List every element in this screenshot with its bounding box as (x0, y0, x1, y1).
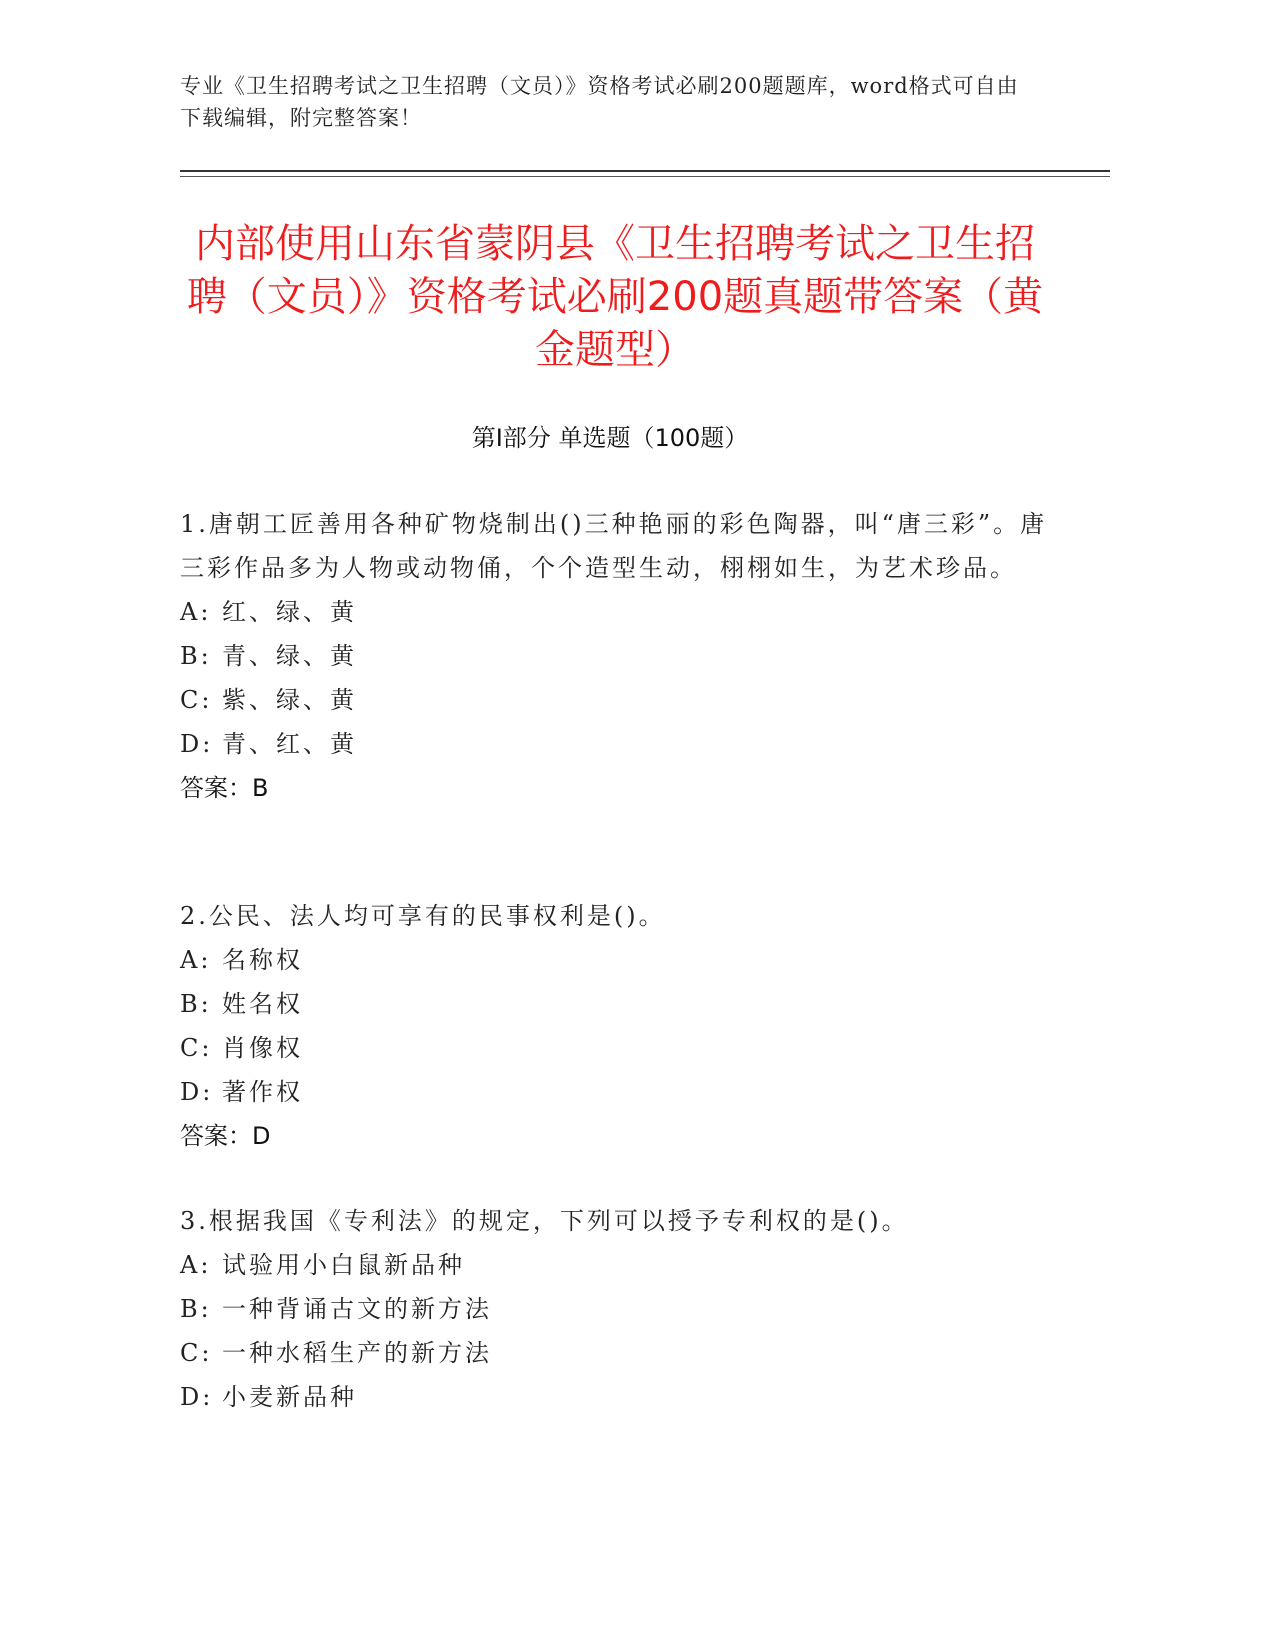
option-letter: D: (180, 730, 214, 758)
document-title: 内部使用山东省蒙阴县《卫生招聘考试之卫生招聘（文员）》资格考试必刷200题真题带答案（黄金题型） (186, 221, 1044, 373)
option-text: 一种背诵古文的新方法 (222, 1295, 492, 1323)
option-a (180, 590, 1060, 634)
option-b (180, 982, 1060, 1026)
option-text: 紫、绿、黄 (222, 686, 357, 714)
option-letter: A: (180, 598, 212, 626)
section-heading: 第Ⅰ部分 单选题（100题） (471, 424, 749, 452)
option-text: 著作权 (222, 1078, 303, 1106)
question-1 (180, 502, 1060, 810)
question-2 (180, 894, 1060, 1158)
option-letter: A: (180, 1251, 212, 1279)
header-rule-thick (180, 170, 1110, 172)
option-text: 名称权 (222, 946, 303, 974)
header-rule-thin (180, 176, 1110, 177)
option-letter: C: (180, 1034, 213, 1062)
header-note: 专业《卫生招聘考试之卫生招聘（文员）》资格考试必刷200题题库，word格式可自由下载编辑，附完整答案！ (180, 74, 1019, 130)
question-3 (180, 1199, 1060, 1419)
option-text: 试验用小白鼠新品种 (222, 1251, 465, 1279)
question-stem: 2.公民、法人均可享有的民事权利是()。 (180, 902, 666, 930)
option-text: 小麦新品种 (222, 1383, 357, 1411)
option-a (180, 938, 1060, 982)
option-letter: A: (180, 946, 212, 974)
question-stem: 3.根据我国《专利法》的规定，下列可以授予专利权的是()。 (180, 1207, 909, 1235)
option-a (180, 1243, 1060, 1287)
option-letter: B: (180, 1295, 212, 1323)
option-text: 红、绿、黄 (222, 598, 357, 626)
answer-line: 答案：D (180, 1122, 271, 1150)
option-c (180, 678, 1060, 722)
option-letter: B: (180, 642, 212, 670)
option-text: 肖像权 (222, 1034, 303, 1062)
option-letter: C: (180, 686, 213, 714)
option-text: 青、红、黄 (222, 730, 357, 758)
option-d (180, 1070, 1060, 1114)
option-letter: B: (180, 990, 212, 1018)
option-text: 姓名权 (222, 990, 303, 1018)
option-letter: D: (180, 1078, 214, 1106)
option-b (180, 1287, 1060, 1331)
option-d (180, 1375, 1060, 1419)
option-text: 青、绿、黄 (222, 642, 357, 670)
option-c (180, 1026, 1060, 1070)
question-stem: 1.唐朝工匠善用各种矿物烧制出()三种艳丽的彩色陶器，叫“唐三彩”。唐三彩作品多为人物或动物俑，个个造型生动，栩栩如生，为艺术珍品。 (180, 510, 1048, 582)
option-c (180, 1331, 1060, 1375)
option-d (180, 722, 1060, 766)
option-letter: D: (180, 1383, 214, 1411)
answer-line: 答案：B (180, 774, 269, 802)
option-b (180, 634, 1060, 678)
option-text: 一种水稻生产的新方法 (222, 1339, 492, 1367)
option-letter: C: (180, 1339, 213, 1367)
